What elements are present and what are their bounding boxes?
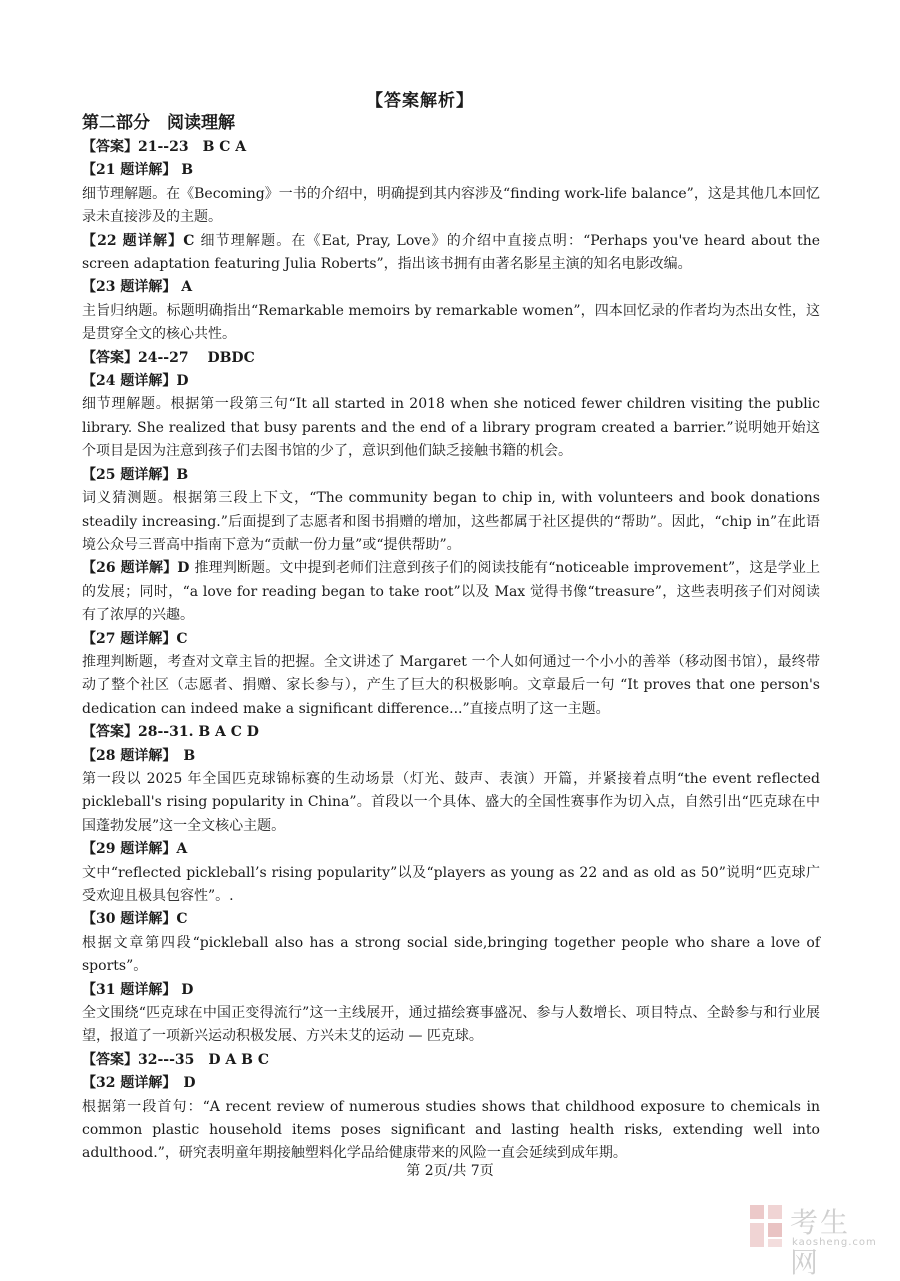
q23-explanation: 主旨归纳题。标题明确指出“Remarkable memoirs by remarkable women”，四本回忆录的作者均为杰出女性，这是贯穿全文的核心共性。 <box>82 302 820 343</box>
q27-header: 【27 题详解】C <box>82 630 188 647</box>
watermark-brand: 考生网 <box>790 1206 851 1279</box>
page-title: 【答案解析】 <box>366 91 474 111</box>
q22-header: 【22 题详解】C <box>82 232 201 249</box>
q23-header: 【23 题详解】 A <box>82 279 193 296</box>
section-title: 第二部分 阅读理解 <box>82 113 235 133</box>
q22-text: 细节理解题。在《Eat, Pray, Love》的介绍中直接点明：“Perhaps you've heard about the screen adaptation featuring Julia Roberts”，指出该书拥有由著名影星主演的知名电影改编。 <box>82 232 821 273</box>
q22-explanation <box>82 230 820 277</box>
q30-explanation: 根据文章第四段“pickleball also has a strong social side,bringing together people who share a love of sports”。 <box>82 934 820 975</box>
q26-text: 推理判断题。文中提到老师们注意到孩子们的阅读技能有“noticeable improvement”，这是学业上的发展；同时，“a love for reading began to take root”以及 Max 觉得书像“treasure”，这些表明孩子们对阅读有了浓厚的兴趣。 <box>82 560 821 624</box>
q28-explanation: 第一段以 2025 年全国匹克球锦标赛的生动场景（灯光、鼓声、表演）开篇，并紧接着点明“the event reflected pickleball's rising popularity in China”。首段以一个具体、盛大的全国性赛事作为切入点，自然引出“匹克球在中国蓬勃发展”这一全文核心主题。 <box>82 770 820 834</box>
q32-explanation: 根据第一段首句：“A recent review of numerous studies shows that childhood exposure to chemicals in common plastic household items poses significant and lasting health risks, extending well into adulthood.”，研究表明童年期接触塑料化学品给健康带来的风险一直会延续到成年期。 <box>82 1098 820 1162</box>
kaosheng-logo-icon <box>748 1203 784 1249</box>
q27-explanation: 推理判断题，考查对文章主旨的把握。全文讲述了 Margaret 一个人如何通过一个小小的善举（移动图书馆），最终带动了整个社区（志愿者、捐赠、家长参与），产生了巨大的积极影响。文章最后一句 “It proves that one person's dedication can indeed make a significant difference...”直接点明了这一主题。 <box>82 653 820 717</box>
q32-header: 【32 题详解】 D <box>82 1075 196 1092</box>
watermark-site: kaosheng.com <box>792 1237 877 1248</box>
content <box>82 110 820 1166</box>
watermark <box>748 1201 878 1279</box>
answer-28-31: 【答案】28--31. B A C D <box>82 724 259 741</box>
answer-21-23: 【答案】21--23 B C A <box>82 139 247 155</box>
answer-32-35: 【答案】32---35 D A B C <box>82 1051 269 1068</box>
q26-explanation <box>82 557 820 627</box>
q21-explanation: 细节理解题。在《Becoming》一书的介绍中，明确提到其内容涉及“finding work-life balance”，这是其他几本回忆录未直接涉及的主题。 <box>82 185 820 226</box>
q29-header: 【29 题详解】A <box>82 841 188 858</box>
q28-header: 【28 题详解】 B <box>82 747 196 764</box>
q31-header: 【31 题详解】 D <box>82 981 194 998</box>
q25-header: 【25 题详解】B <box>82 466 189 483</box>
q29-explanation: 文中“reflected pickleball’s rising popularity”以及“players as young as 22 and as old as 50”说明“匹克球广受欢迎且极具包容性”。. <box>82 864 820 904</box>
answer-24-27: 【答案】24--27 DBDC <box>82 349 255 366</box>
q21-header: 【21 题详解】 B <box>82 162 194 179</box>
q30-header: 【30 题详解】C <box>82 911 188 928</box>
q24-explanation: 细节理解题。根据第一段第三句“It all started in 2018 when she noticed fewer children visiting the public library. She realized that busy parents and the end of a library program created a barrier.”说明她开始这个项目是因为注意到孩子们去图书馆的少了，意识到他们缺乏接触书籍的机会。 <box>82 396 820 460</box>
page-number: 第 2页/共 7页 <box>406 1163 494 1179</box>
q31-explanation: 全文围绕“匹克球在中国正变得流行”这一主线展开，通过描绘赛事盛况、参与人数增长、项目特点、全龄参与和行业展望，报道了一项新兴运动积极发展、方兴未艾的运动 — 匹克球。 <box>82 1005 820 1045</box>
q25-explanation: 词义猜测题。根据第三段上下文，“The community began to chip in, with volunteers and book donations steadily increasing.”后面提到了志愿者和图书捐赠的增加，这些都属于社区提供的“帮助”。因此，“chip in”在此语境公众号三晋高中指南下意为“贡献一份力量”或“提供帮助”。 <box>82 490 820 553</box>
q24-header: 【24 题详解】D <box>82 373 189 390</box>
q26-header: 【26 题详解】D <box>82 560 195 577</box>
